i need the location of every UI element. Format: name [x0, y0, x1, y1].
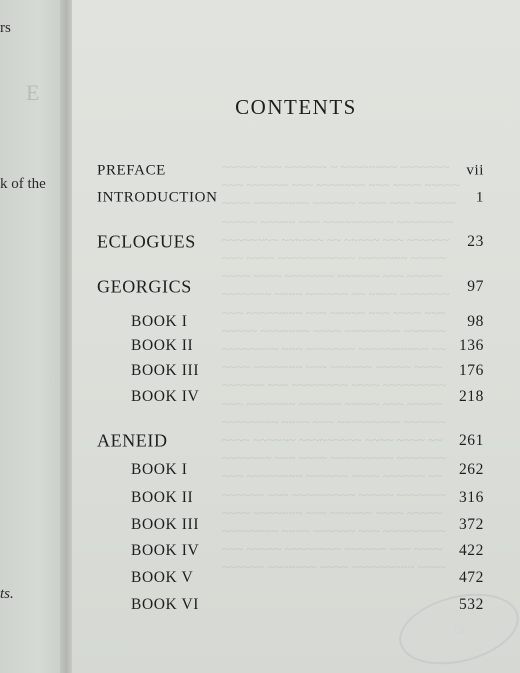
- toc-entry-label: INTRODUCTION: [97, 189, 218, 206]
- toc-entry-label: GEORGICS: [97, 276, 192, 297]
- toc-entry-page-number: 97: [467, 278, 484, 295]
- show-through-text: ~~~~~ ~~~ ~~~~~~ ~ ~~~~~~~~ ~~~~~~~ ~~~ ~~~~~~ ~~~ ~~~~~~~ ~~~ ~~~~ ~~~~~ ~~~~ ~~~~~~~~ ~~~~~~ ~~~~ ~~~ ~~~~~~ ~~~~~ ~~~~~ ~~~ ~~~~~~~~~~ ~~~~~~~~ ~~~~~~~~ ~~~~~~ ~~ ~~~~~ ~~~ ~~~~~~ ~~~ ~~~~ ~~~~~~~~~~~ ~~~~~~~ ~~~~~ ~~~~ ~~~~ ~~~~~~~ ~~~~~~ ~~~ ~~~~~ ~~~~~~~ ~~~~ ~~~~~~ ~~ ~~~~ ~~~~~~~ ~~~ ~~~~~~~~ ~~~ ~~~~~ ~~~ ~~~~ ~~~ ~~~~~ ~~~~~~~ ~~~~ ~~~~~~~~ ~~~~~~ ~~~~~~~~ ~~~ ~~~~~~~ ~~~~~~~~~~ ~~ ~~~~ ~~~~~~~ ~~~ ~~~~~~ ~~~~~ ~~~~ ~~~~~~ ~~~ ~~~~~~~~ ~~~~ ~~~~~~~~~ ~~~ ~~~~~~~ ~~~~~~ ~~~~~ ~~~ ~~~~~ ~~~~~~~~ ~~~~ ~~~ ~~~~~~~~~ ~~~~~~ ~~~~ ~~~~~~ ~~~~~~~~~ ~~~~ ~~~~ ~~ ~~~~~~~ ~~~ ~~~~ ~~~~~~~~~ ~~~~~~~ ~~~ ~~~~~~~~ ~~~~~~ ~~~~ ~~~~~~ ~~ ~~~~~~ ~~~ ~~~~~~~~~ ~~~~~ ~~~~~~~ ~~~~ ~~~~~~~ ~~~ ~~~~~~ ~~~~ ~~~~~ ~~~~~~~~ ~~~~ ~~~~~~ ~~~ ~~~~~~~~~ ~~~ ~~~~~ ~~~~~~~~ ~~~~~~ ~~~ ~~~~ ~~~~~~ ~~~~~~~ ~~~~ ~~~~~~~~~ ~~~~: [222, 159, 460, 575]
- toc-entry-label: PREFACE: [97, 162, 166, 179]
- left-page-fragment: E: [26, 80, 40, 105]
- left-page-fragment: rs: [0, 20, 11, 36]
- toc-entry-page-number: 23: [467, 233, 484, 250]
- toc-entry-label: BOOK VI: [131, 596, 200, 613]
- left-page-fragment: ts.: [0, 586, 14, 602]
- toc-entry-page-number: vii: [466, 162, 484, 179]
- toc-entry-page-number: 316: [458, 489, 484, 506]
- toc-entry-label: AENEID: [97, 430, 168, 451]
- toc-entry-page-number: 422: [458, 542, 484, 559]
- toc-entry-label: BOOK IV: [131, 542, 200, 559]
- toc-entry-page-number: 1: [475, 189, 484, 206]
- toc-entry-page-number: 176: [458, 362, 484, 379]
- toc-entry-label: BOOK II: [131, 489, 194, 506]
- toc-entry-label: BOOK IV: [131, 388, 200, 405]
- toc-entry-page-number: 372: [458, 516, 484, 533]
- toc-entry-label: BOOK I: [131, 313, 188, 330]
- toc-entry-label: ECLOGUES: [97, 231, 196, 252]
- toc-entry-page-number: 472: [458, 569, 484, 586]
- toc-entry-page-number: 262: [458, 461, 484, 478]
- toc-entry-label: BOOK III: [131, 516, 200, 533]
- toc-entry-page-number: 136: [458, 337, 484, 354]
- toc-entry-page-number: 98: [467, 313, 484, 330]
- toc-entry-page-number: 532: [458, 596, 484, 613]
- contents-title: CONTENTS: [235, 95, 357, 119]
- toc-entry-label: BOOK I: [131, 461, 188, 478]
- toc-entry-page-number: 261: [458, 432, 484, 449]
- toc-entry-label: BOOK II: [131, 337, 194, 354]
- toc-entry-page-number: 218: [458, 388, 484, 405]
- toc-entry-label: BOOK III: [131, 362, 200, 379]
- left-page-fragment: k of the: [0, 176, 46, 192]
- watermark-seal: ○: [392, 582, 520, 673]
- toc-entry-label: BOOK V: [131, 569, 194, 586]
